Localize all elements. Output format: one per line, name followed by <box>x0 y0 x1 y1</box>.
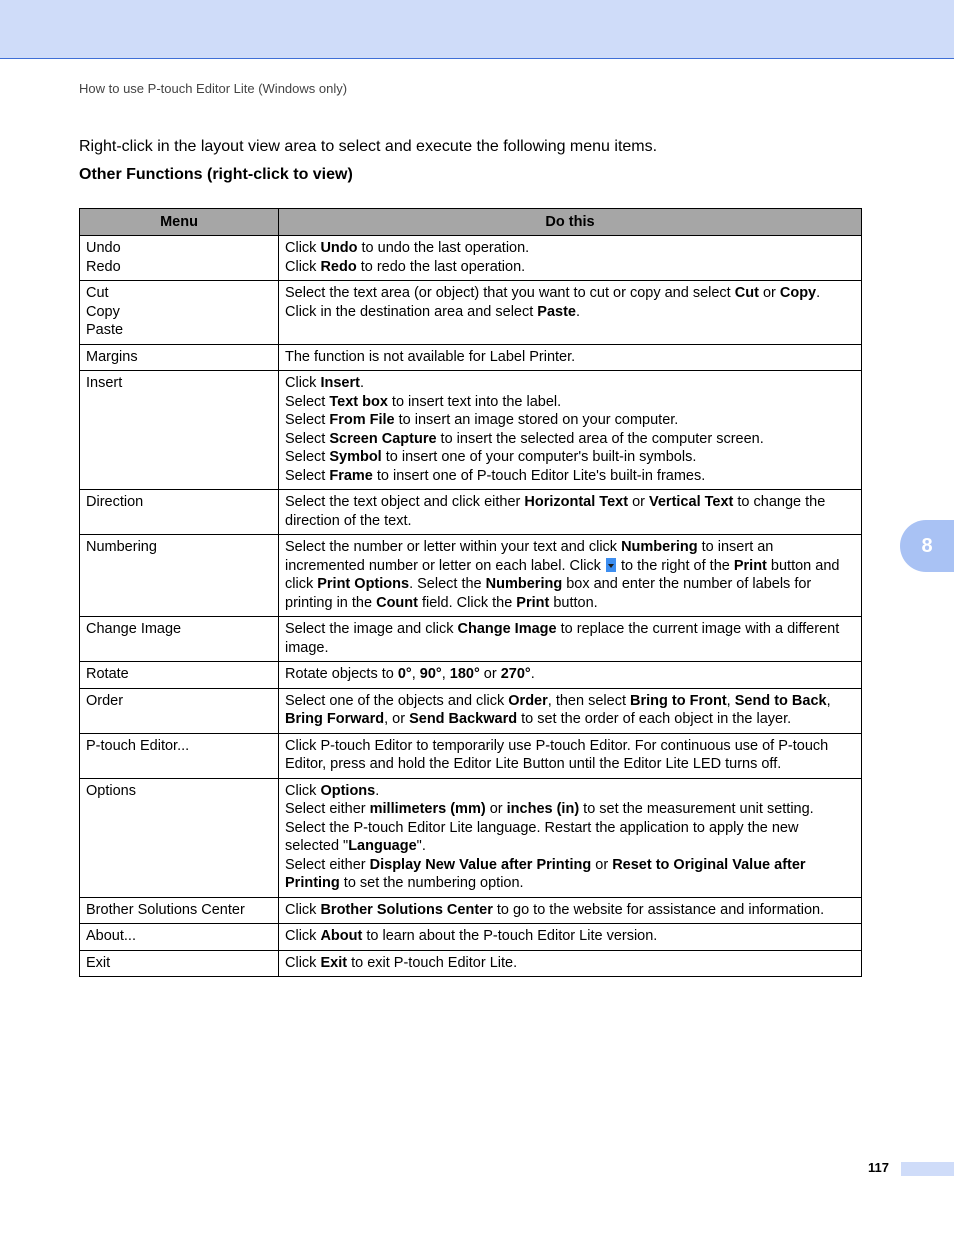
text-run: . <box>359 375 364 391</box>
bold-term: 270° <box>500 666 531 682</box>
text-run: or <box>479 666 501 682</box>
text-run: , <box>411 666 420 682</box>
description-cell <box>279 617 862 662</box>
description-cell <box>279 236 862 281</box>
menu-item-label: Direction <box>86 494 144 510</box>
page-number: 117 <box>868 1160 889 1175</box>
bold-term: Cut <box>734 285 759 301</box>
text-run: to exit P-touch Editor Lite. <box>347 954 518 971</box>
text-run: to replace the current image with a different image. <box>285 621 840 656</box>
menu-item-label: Change Image <box>86 621 182 637</box>
table-row <box>80 950 862 977</box>
description-line <box>285 448 855 467</box>
menu-item-label: Redo <box>86 258 121 275</box>
menu-item-label: Copy <box>86 303 120 320</box>
description-line <box>285 303 855 322</box>
bold-term: Display New Value after Printing <box>369 856 592 873</box>
bold-term: 180° <box>449 666 480 682</box>
description-line <box>285 856 855 893</box>
text-run: ". <box>416 838 426 854</box>
description-line <box>285 393 855 412</box>
bold-term: Screen Capture <box>329 430 437 447</box>
bold-term: millimeters (mm) <box>369 801 486 817</box>
menu-item-label: Paste <box>86 322 124 338</box>
text-run: The function is not available for Label Printer. <box>285 348 576 365</box>
text-run: box and enter the number of labels for printing in the <box>285 576 812 611</box>
table-row <box>80 490 862 535</box>
intro-paragraph: Right-click in the layout view area to select and execute the following menu items. <box>79 138 658 155</box>
table-row <box>80 733 862 778</box>
description-cell <box>279 535 862 617</box>
text-run: Click <box>285 240 321 256</box>
text-run: Select <box>285 412 330 428</box>
description-line <box>285 284 855 303</box>
text-run: Select either <box>285 801 370 817</box>
text-run: Click <box>285 954 321 971</box>
text-run: . <box>576 303 581 320</box>
bold-term: Frame <box>329 467 373 484</box>
bold-term: Reset to Original Value after Printing <box>285 856 806 891</box>
menu-cell <box>80 281 279 345</box>
text-run: to insert the selected area of the computer screen. <box>436 430 764 447</box>
bold-term: Language <box>348 838 417 854</box>
description-line <box>285 348 855 367</box>
menu-item-label: Brother Solutions Center <box>86 901 245 918</box>
section-title: Other Functions (right-click to view) <box>79 166 353 183</box>
text-run: to insert one of your computer's built-in symbols. <box>381 449 697 465</box>
text-run: . <box>816 285 821 301</box>
table-row <box>80 897 862 924</box>
text-run: Click in the destination area and select <box>285 303 538 320</box>
dropdown-arrow-icon <box>606 558 616 572</box>
chapter-tab: 8 <box>900 520 954 572</box>
description-cell <box>279 371 862 490</box>
menu-item-label: Options <box>86 782 136 799</box>
text-run: , <box>441 666 450 682</box>
text-run: button and click <box>285 557 840 592</box>
menu-cell <box>80 924 279 951</box>
text-run: Click P-touch Editor to temporarily use P-touch Editor. For continuous use of P-touch Editor, press and hold the Editor Lite Button until the Editor Lite LED turns off. <box>285 737 829 772</box>
menu-cell <box>80 535 279 617</box>
menu-cell <box>80 371 279 490</box>
description-cell <box>279 897 862 924</box>
menu-item-label: Exit <box>86 954 111 971</box>
menu-cell <box>80 490 279 535</box>
bold-term: Print <box>733 557 767 574</box>
bold-term: Options <box>320 782 376 799</box>
bold-term: Copy <box>779 285 817 301</box>
bold-term: From File <box>329 412 395 428</box>
description-cell <box>279 662 862 689</box>
description-line <box>285 800 855 819</box>
text-run: to insert text into the label. <box>387 393 562 410</box>
running-header: How to use P-touch Editor Lite (Windows only) <box>79 81 348 96</box>
text-run: . Select the <box>409 576 486 592</box>
description-line <box>285 493 855 530</box>
text-run: Click <box>285 901 321 918</box>
description-line <box>285 430 855 449</box>
text-run: Select the number or letter within your text and click <box>285 539 622 555</box>
menu-cell <box>80 236 279 281</box>
description-line <box>285 538 855 612</box>
description-line <box>285 927 855 946</box>
text-run: or <box>628 494 649 510</box>
menu-item-label: Insert <box>86 375 123 391</box>
table-row <box>80 778 862 897</box>
menu-item-label: About... <box>86 928 136 944</box>
bold-term: Numbering <box>485 576 563 592</box>
menu-table <box>79 208 862 977</box>
bold-term: Redo <box>320 258 357 275</box>
text-run: to redo the last operation. <box>356 258 526 275</box>
text-run: to the right of the <box>616 557 734 574</box>
text-run: Click <box>285 928 321 944</box>
text-run: . <box>375 782 380 799</box>
text-run: to change the direction of the text. <box>285 494 826 529</box>
text-run: to insert one of P-touch Editor Lite's built-in frames. <box>372 467 706 484</box>
bold-term: Order <box>508 692 548 709</box>
header-do-this: Do this <box>279 209 862 236</box>
description-cell <box>279 490 862 535</box>
description-line <box>285 819 855 856</box>
text-run: Select one of the objects and click <box>285 692 509 709</box>
description-cell <box>279 950 862 977</box>
text-run: Select the text area (or object) that you want to cut or copy and select <box>285 285 735 301</box>
description-cell <box>279 281 862 345</box>
menu-cell <box>80 344 279 371</box>
table-row <box>80 688 862 733</box>
description-line <box>285 954 855 973</box>
bold-term: Print Options <box>317 576 410 592</box>
menu-item-label: Margins <box>86 348 138 365</box>
top-header-band <box>0 0 954 59</box>
bold-term: Vertical Text <box>649 494 734 510</box>
text-run: Click <box>285 375 321 391</box>
description-line <box>285 665 855 684</box>
text-run: Click <box>285 782 321 799</box>
description-line <box>285 374 855 393</box>
table-body <box>80 236 862 977</box>
table-row <box>80 371 862 490</box>
table-row <box>80 924 862 951</box>
bold-term: 0° <box>397 666 412 682</box>
text-run: , <box>726 692 735 709</box>
text-run: to learn about the P-touch Editor Lite version. <box>362 928 658 944</box>
text-run: to set the numbering option. <box>339 875 524 891</box>
description-cell <box>279 778 862 897</box>
text-run: Select either <box>285 856 370 873</box>
menu-item-label: Cut <box>86 285 109 301</box>
menu-item-label: Numbering <box>86 539 157 555</box>
text-run: Select the P-touch Editor Lite language. Restart the application to apply the new selected " <box>285 819 799 854</box>
table-row <box>80 344 862 371</box>
text-run: to undo the last operation. <box>357 240 530 256</box>
text-run: button. <box>549 594 598 611</box>
bold-term: Count <box>376 594 418 611</box>
bold-term: Paste <box>537 303 576 320</box>
text-run: Select the text object and click either <box>285 494 525 510</box>
text-run: or <box>591 856 613 873</box>
description-cell <box>279 924 862 951</box>
description-line <box>285 737 855 774</box>
description-line <box>285 411 855 430</box>
text-run: , then select <box>547 692 630 709</box>
description-line <box>285 901 855 920</box>
menu-item-label: Rotate <box>86 666 129 682</box>
table-row <box>80 236 862 281</box>
description-line <box>285 620 855 657</box>
bold-term: Symbol <box>329 449 382 465</box>
bold-term: 90° <box>419 666 442 682</box>
table-row <box>80 281 862 345</box>
table-row <box>80 617 862 662</box>
menu-item-label: P-touch Editor... <box>86 737 190 754</box>
menu-item-label: Order <box>86 692 124 709</box>
text-run: to set the measurement unit setting. <box>579 801 814 817</box>
bold-term: Send to Back <box>734 692 827 709</box>
text-run: Select <box>285 467 330 484</box>
table-row <box>80 662 862 689</box>
menu-cell <box>80 688 279 733</box>
text-run: Click <box>285 258 321 275</box>
text-run: Rotate objects to <box>285 666 398 682</box>
text-run: Select the image and click <box>285 621 458 637</box>
bold-term: Change Image <box>457 621 557 637</box>
text-run: to insert an incremented number or letter on each label. Click <box>285 539 774 574</box>
menu-cell <box>80 733 279 778</box>
description-cell <box>279 688 862 733</box>
text-run: or <box>758 285 780 301</box>
menu-cell <box>80 662 279 689</box>
text-run: , <box>826 692 831 709</box>
description-line <box>285 467 855 486</box>
description-line <box>285 782 855 801</box>
header-menu: Menu <box>80 209 279 236</box>
bold-term: Text box <box>329 393 388 410</box>
text-run: field. Click the <box>417 594 517 611</box>
bold-term: Exit <box>320 954 348 971</box>
bold-term: Insert <box>320 375 360 391</box>
description-cell <box>279 733 862 778</box>
bold-term: About <box>320 928 363 944</box>
bold-term: Send Backward <box>409 711 518 727</box>
bold-term: Bring to Front <box>630 692 727 709</box>
text-run: . <box>530 666 535 682</box>
menu-cell <box>80 617 279 662</box>
table-row <box>80 535 862 617</box>
description-cell <box>279 344 862 371</box>
bold-term: Print <box>516 594 550 611</box>
menu-cell <box>80 950 279 977</box>
bold-term: Brother Solutions Center <box>320 901 493 918</box>
text-run: to insert an image stored on your computer. <box>394 412 679 428</box>
bold-term: Horizontal Text <box>524 494 629 510</box>
table-header-row <box>80 209 862 236</box>
bold-term: Numbering <box>621 539 698 555</box>
menu-item-label: Undo <box>86 240 121 256</box>
menu-cell <box>80 778 279 897</box>
bold-term: Undo <box>320 240 358 256</box>
text-run: Select <box>285 393 330 410</box>
text-run: or <box>485 801 507 817</box>
text-run: to go to the website for assistance and information. <box>492 901 825 918</box>
description-line <box>285 692 855 729</box>
description-line <box>285 258 855 277</box>
text-run: , or <box>384 711 410 727</box>
menu-cell <box>80 897 279 924</box>
page-number-bar <box>901 1162 954 1176</box>
text-run: Select <box>285 449 330 465</box>
bold-term: inches (in) <box>506 801 580 817</box>
bold-term: Bring Forward <box>285 711 385 727</box>
text-run: to set the order of each object in the layer. <box>517 711 792 727</box>
description-line <box>285 239 855 258</box>
text-run: Select <box>285 430 330 447</box>
